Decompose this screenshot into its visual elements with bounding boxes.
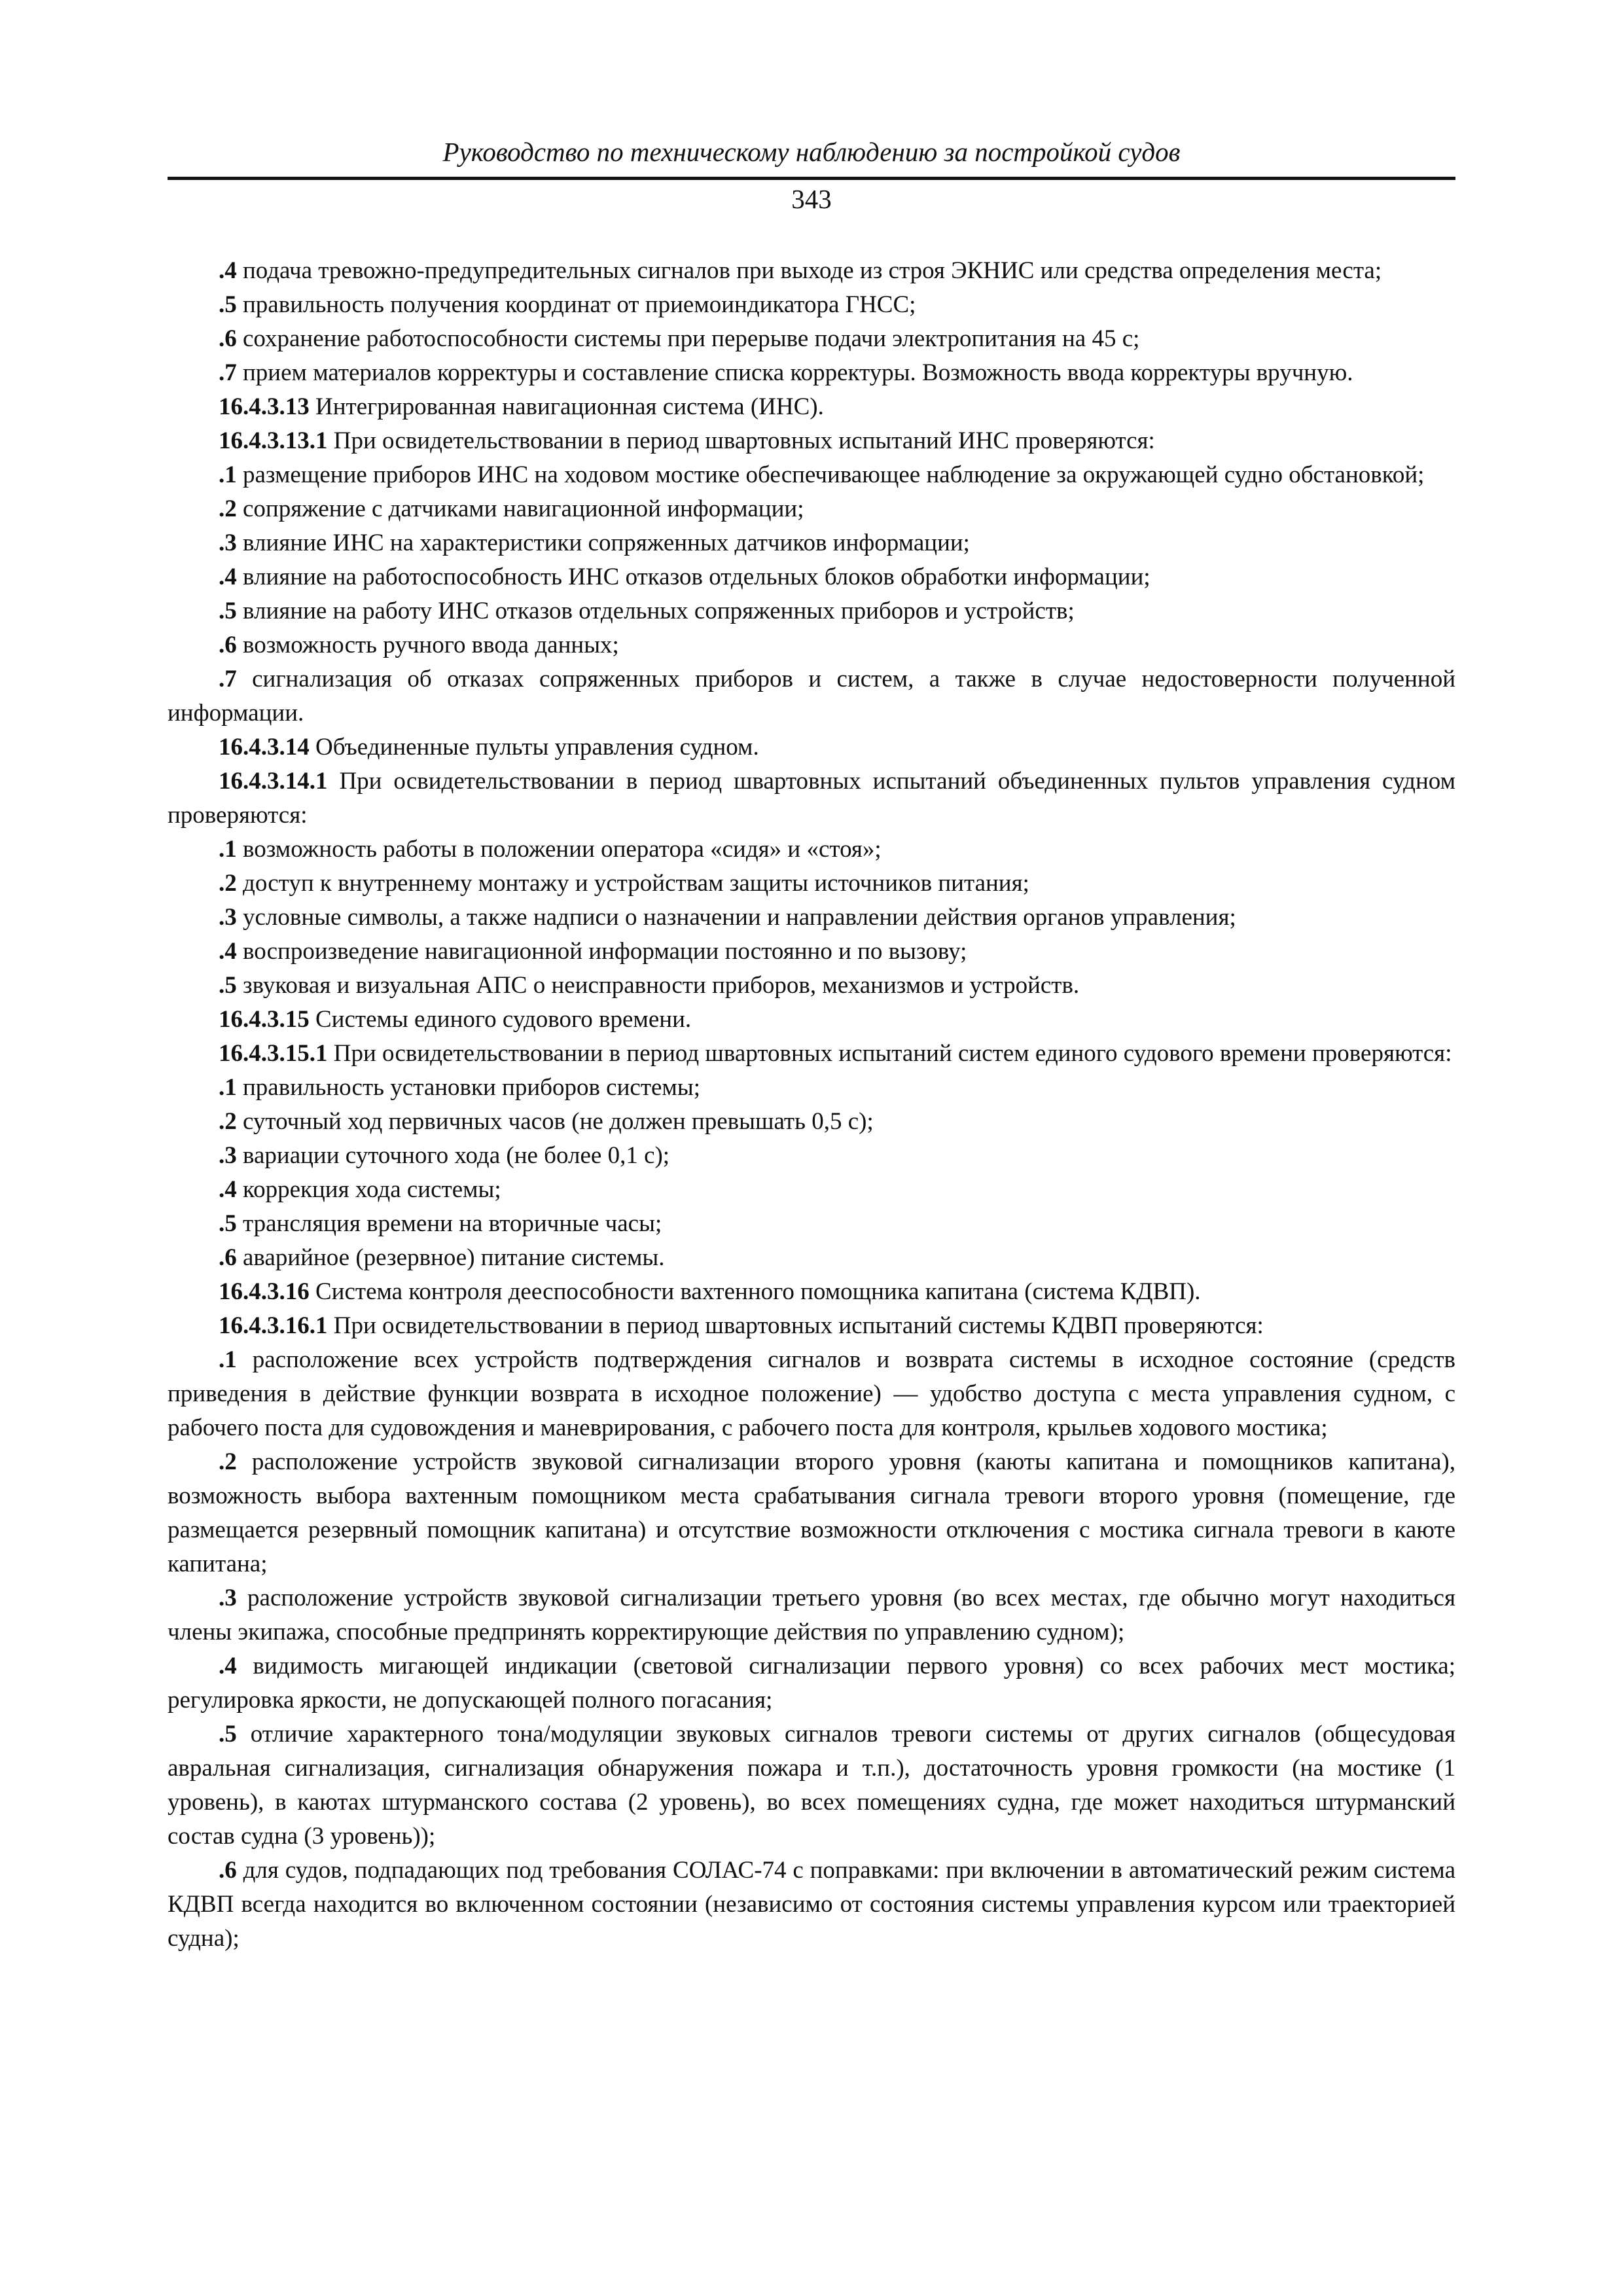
- paragraph: [168, 1717, 1455, 1854]
- item-number: .4: [219, 564, 237, 590]
- item-text: отличие характерного тона/модуляции звуковых сигналов тревоги системы от других сигналов (общесудовая авральная сигнализация, сигнализация обнаружения пожара и т.п.), достаточность уровня громкости (на мостике (1 уровень), в каютах штурманского состава (2 уровень), во всех помещениях судна, где может находиться штурманский состав судна (3 уровень));: [168, 1721, 1455, 1850]
- paragraph: [168, 356, 1455, 390]
- paragraph: [168, 628, 1455, 662]
- paragraph: [168, 1275, 1455, 1309]
- item-text: аварийное (резервное) питание системы.: [236, 1244, 665, 1271]
- item-text: расположение всех устройств подтверждения сигналов и возврата системы в исходное состояние (средств приведения в действие функции возврата в исходное положение) — удобство доступа с места управления судном, с рабочего поста для судовождения и маневрирования, с рабочего поста для контроля, крыльев ходового мостика;: [168, 1346, 1455, 1441]
- paragraph: [168, 1581, 1455, 1649]
- item-text: При освидетельствовании в период швартовных испытаний системы КДВП проверяются:: [327, 1312, 1264, 1339]
- document-body: [168, 254, 1455, 1956]
- item-number: .3: [219, 1585, 237, 1611]
- item-text: размещение приборов ИНС на ходовом мостике обеспечивающее наблюдение за окружающей судно обстановкой;: [236, 461, 1425, 488]
- paragraph: [168, 492, 1455, 526]
- paragraph: [168, 833, 1455, 867]
- paragraph: [168, 1037, 1455, 1071]
- paragraph: [168, 560, 1455, 594]
- paragraph: [168, 322, 1455, 356]
- item-number: .2: [219, 1448, 237, 1475]
- header-rule: [168, 177, 1455, 180]
- item-number: .2: [219, 495, 237, 522]
- item-text: вариации суточного хода (не более 0,1 с);: [236, 1142, 670, 1169]
- item-number: 16.4.3.16.1: [219, 1312, 328, 1339]
- paragraph: [168, 1241, 1455, 1275]
- item-number: .6: [219, 1857, 237, 1884]
- item-number: .5: [219, 291, 237, 318]
- item-text: сопряжение с датчиками навигационной информации;: [236, 495, 804, 522]
- item-number: .2: [219, 1108, 237, 1135]
- item-text: сигнализация об отказах сопряженных приборов и систем, а также в случае недостоверности полученной информации.: [168, 666, 1455, 726]
- item-text: сохранение работоспособности системы при перерыве подачи электропитания на 45 с;: [236, 325, 1140, 352]
- item-text: Интегрированная навигационная система (ИНС).: [309, 393, 824, 420]
- paragraph: [168, 1105, 1455, 1139]
- paragraph: [168, 1854, 1455, 1956]
- item-text: влияние на работоспособность ИНС отказов отдельных блоков обработки информации;: [236, 564, 1150, 590]
- item-number: .7: [219, 666, 237, 692]
- paragraph: [168, 1649, 1455, 1717]
- page-number: 343: [791, 184, 832, 214]
- item-number: .1: [219, 1074, 237, 1101]
- item-number: .5: [219, 1210, 237, 1237]
- item-text: Система контроля дееспособности вахтенного помощника капитана (система КДВП).: [309, 1278, 1201, 1305]
- item-text: Объединенные пульты управления судном.: [309, 734, 759, 761]
- paragraph: [168, 1343, 1455, 1445]
- item-number: .2: [219, 870, 237, 897]
- item-number: .4: [219, 1653, 237, 1679]
- paragraph: [168, 1139, 1455, 1173]
- item-text: условные символы, а также надписи о назначении и направлении действия органов управления;: [236, 904, 1236, 931]
- item-text: При освидетельствовании в период швартовных испытаний ИНС проверяются:: [327, 427, 1155, 454]
- item-number: .4: [219, 1176, 237, 1203]
- item-text: для судов, подпадающих под требования СОЛАС-74 с поправками: при включении в автоматический режим система КДВП всегда находится во включенном состоянии (независимо от состояния системы управления курсом или траекторией судна);: [168, 1857, 1455, 1952]
- item-number: .3: [219, 529, 237, 556]
- item-text: влияние ИНС на характеристики сопряженных датчиков информации;: [236, 529, 970, 556]
- item-number: .4: [219, 938, 237, 965]
- paragraph: [168, 390, 1455, 424]
- item-text: прием материалов корректуры и составление списка корректуры. Возможность ввода корректуры вручную.: [236, 359, 1353, 386]
- paragraph: [168, 730, 1455, 764]
- paragraph: [168, 969, 1455, 1003]
- item-text: расположение устройств звуковой сигнализации третьего уровня (во всех местах, где обычно могут находиться члены экипажа, способные предпринять корректирующие действия по управлению судном);: [168, 1585, 1455, 1645]
- item-number: .6: [219, 1244, 237, 1271]
- item-text: воспроизведение навигационной информации постоянно и по вызову;: [236, 938, 967, 965]
- item-text: подача тревожно-предупредительных сигналов при выходе из строя ЭКНИС или средства определения места;: [236, 257, 1382, 284]
- item-number: .3: [219, 1142, 237, 1169]
- item-text: влияние на работу ИНС отказов отдельных сопряженных приборов и устройств;: [236, 598, 1075, 624]
- item-number: 16.4.3.14: [219, 734, 310, 761]
- item-text: Системы единого судового времени.: [309, 1006, 692, 1033]
- paragraph: [168, 424, 1455, 458]
- paragraph: [168, 1207, 1455, 1241]
- item-number: .1: [219, 1346, 237, 1373]
- item-number: 16.4.3.13.1: [219, 427, 328, 454]
- paragraph: [168, 254, 1455, 288]
- item-number: .1: [219, 836, 237, 863]
- paragraph: [168, 901, 1455, 935]
- paragraph: [168, 458, 1455, 492]
- item-text: возможность ручного ввода данных;: [236, 632, 619, 658]
- item-number: .3: [219, 904, 237, 931]
- item-text: правильность получения координат от приемоиндикатора ГНСС;: [236, 291, 916, 318]
- item-number: .1: [219, 461, 237, 488]
- paragraph: [168, 1309, 1455, 1343]
- paragraph: [168, 1071, 1455, 1105]
- item-text: При освидетельствовании в период швартовных испытаний объединенных пультов управления судном проверяются:: [168, 768, 1455, 829]
- item-text: суточный ход первичных часов (не должен превышать 0,5 с);: [236, 1108, 874, 1135]
- item-text: расположение устройств звуковой сигнализации второго уровня (каюты капитана и помощников капитана), возможность выбора вахтенным помощником места срабатывания сигнала тревоги второго уровня (помещение, где размещается резервный помощник капитана) и отсутствие возможности отключения с мостика сигнала тревоги в каюте капитана;: [168, 1448, 1455, 1577]
- paragraph: [168, 526, 1455, 560]
- item-text: трансляция времени на вторичные часы;: [236, 1210, 662, 1237]
- item-number: .4: [219, 257, 237, 284]
- item-number: 16.4.3.15: [219, 1006, 310, 1033]
- item-text: видимость мигающей индикации (световой сигнализации первого уровня) со всех рабочих мест мостика; регулировка яркости, не допускающей полного погасания;: [168, 1653, 1455, 1713]
- item-number: 16.4.3.13: [219, 393, 310, 420]
- item-number: .5: [219, 598, 237, 624]
- paragraph: [168, 594, 1455, 628]
- paragraph: [168, 1003, 1455, 1037]
- item-text: возможность работы в положении оператора «сидя» и «стоя»;: [236, 836, 882, 863]
- paragraph: [168, 1173, 1455, 1207]
- item-number: 16.4.3.16: [219, 1278, 310, 1305]
- paragraph: [168, 288, 1455, 322]
- paragraph: [168, 935, 1455, 969]
- paragraph: [168, 764, 1455, 833]
- item-text: доступ к внутреннему монтажу и устройствам защиты источников питания;: [236, 870, 1029, 897]
- item-number: 16.4.3.14.1: [219, 768, 328, 795]
- item-number: .6: [219, 325, 237, 352]
- item-text: звуковая и визуальная АПС о неисправности приборов, механизмов и устройств.: [236, 972, 1080, 999]
- item-text: При освидетельствовании в период швартовных испытаний систем единого судового времени проверяются:: [327, 1040, 1452, 1067]
- item-number: .5: [219, 1721, 237, 1748]
- item-number: .5: [219, 972, 237, 999]
- paragraph: [168, 867, 1455, 901]
- running-title: Руководство по техническому наблюдению за постройкой судов: [442, 137, 1181, 167]
- paragraph: [168, 1445, 1455, 1581]
- paragraph: [168, 662, 1455, 730]
- item-text: коррекция хода системы;: [236, 1176, 501, 1203]
- item-text: правильность установки приборов системы;: [236, 1074, 700, 1101]
- item-number: .6: [219, 632, 237, 658]
- item-number: .7: [219, 359, 237, 386]
- item-number: 16.4.3.15.1: [219, 1040, 328, 1067]
